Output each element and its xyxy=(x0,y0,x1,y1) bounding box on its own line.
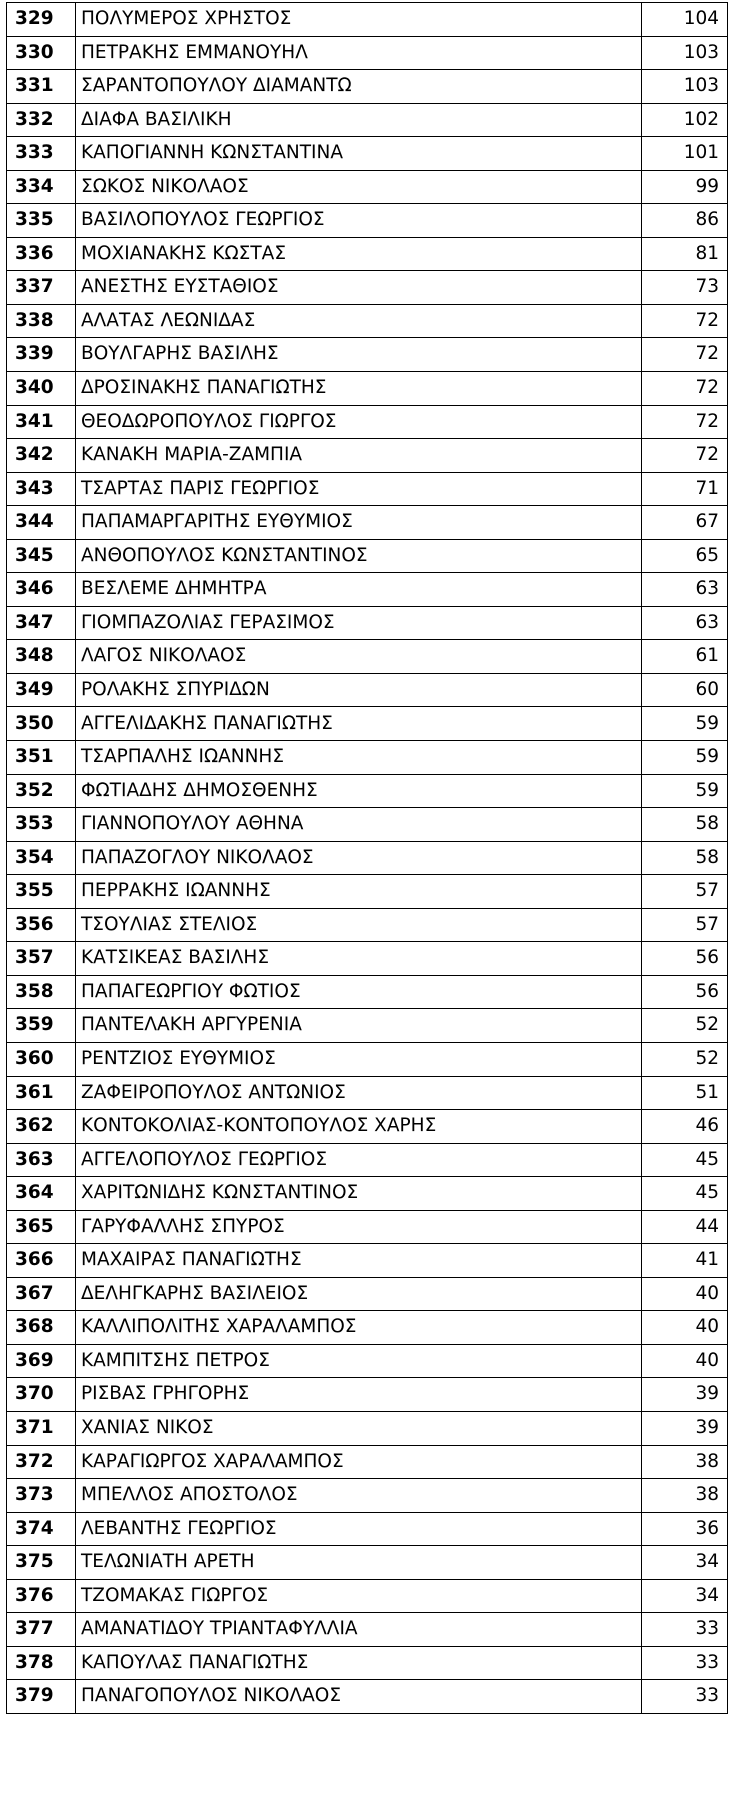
rank-number-cell: 367 xyxy=(7,1277,76,1311)
rank-number-cell: 372 xyxy=(7,1445,76,1479)
name-cell: ΤΣΑΡΤΑΣ ΠΑΡΙΣ ΓΕΩΡΓΙΟΣ xyxy=(76,472,642,506)
table-row xyxy=(7,573,728,607)
name-cell: ΦΩΤΙΑΔΗΣ ΔΗΜΟΣΘΕΝΗΣ xyxy=(76,774,642,808)
score-cell: 57 xyxy=(642,875,728,909)
table-row xyxy=(7,841,728,875)
name-cell: ΚΑΠΟΥΛΑΣ ΠΑΝΑΓΙΩΤΗΣ xyxy=(76,1646,642,1680)
name-cell: ΚΑΜΠΙΤΣΗΣ ΠΕΤΡΟΣ xyxy=(76,1344,642,1378)
rank-number-cell: 374 xyxy=(7,1512,76,1546)
name-cell: ΔΡΟΣΙΝΑΚΗΣ ΠΑΝΑΓΙΩΤΗΣ xyxy=(76,372,642,406)
table-row xyxy=(7,640,728,674)
name-cell: ΑΝΕΣΤΗΣ ΕΥΣΤΑΘΙΟΣ xyxy=(76,271,642,305)
name-cell: ΜΠΕΛΛΟΣ ΑΠΟΣΤΟΛΟΣ xyxy=(76,1479,642,1513)
name-cell: ΑΜΑΝΑΤΙΔΟΥ ΤΡΙΑΝΤΑΦΥΛΛΙΑ xyxy=(76,1613,642,1647)
name-cell: ΛΑΓΟΣ ΝΙΚΟΛΑΟΣ xyxy=(76,640,642,674)
name-cell: ΑΓΓΕΛΙΔΑΚΗΣ ΠΑΝΑΓΙΩΤΗΣ xyxy=(76,707,642,741)
rank-number-cell: 373 xyxy=(7,1479,76,1513)
table-row xyxy=(7,774,728,808)
table-row xyxy=(7,1378,728,1412)
table-row xyxy=(7,1579,728,1613)
score-cell: 65 xyxy=(642,539,728,573)
name-cell: ΧΑΝΙΑΣ ΝΙΚΟΣ xyxy=(76,1411,642,1445)
score-cell: 51 xyxy=(642,1076,728,1110)
name-cell: ΑΓΓΕΛΟΠΟΥΛΟΣ ΓΕΩΡΓΙΟΣ xyxy=(76,1143,642,1177)
score-cell: 59 xyxy=(642,774,728,808)
table-row xyxy=(7,1277,728,1311)
table-row xyxy=(7,3,728,37)
name-cell: ΠΑΠΑΓΕΩΡΓΙΟΥ ΦΩΤΙΟΣ xyxy=(76,975,642,1009)
name-cell: ΡΟΛΑΚΗΣ ΣΠΥΡΙΔΩΝ xyxy=(76,673,642,707)
name-cell: ΜΑΧΑΙΡΑΣ ΠΑΝΑΓΙΩΤΗΣ xyxy=(76,1244,642,1278)
score-cell: 102 xyxy=(642,103,728,137)
table-row xyxy=(7,1244,728,1278)
rank-number-cell: 353 xyxy=(7,808,76,842)
table-row xyxy=(7,304,728,338)
name-cell: ΔΙΑΦΑ ΒΑΣΙΛΙΚΗ xyxy=(76,103,642,137)
name-cell: ΡΙΣΒΑΣ ΓΡΗΓΟΡΗΣ xyxy=(76,1378,642,1412)
rank-number-cell: 344 xyxy=(7,506,76,540)
score-cell: 59 xyxy=(642,741,728,775)
table-row xyxy=(7,707,728,741)
rank-number-cell: 375 xyxy=(7,1546,76,1580)
rank-number-cell: 368 xyxy=(7,1311,76,1345)
table-row xyxy=(7,606,728,640)
name-cell: ΑΛΑΤΑΣ ΛΕΩΝΙΔΑΣ xyxy=(76,304,642,338)
table-row xyxy=(7,137,728,171)
table-row xyxy=(7,1143,728,1177)
score-cell: 40 xyxy=(642,1311,728,1345)
rank-number-cell: 335 xyxy=(7,204,76,238)
score-cell: 73 xyxy=(642,271,728,305)
score-cell: 33 xyxy=(642,1646,728,1680)
name-cell: ΤΖΟΜΑΚΑΣ ΓΙΩΡΓΟΣ xyxy=(76,1579,642,1613)
name-cell: ΔΕΛΗΓΚΑΡΗΣ ΒΑΣΙΛΕΙΟΣ xyxy=(76,1277,642,1311)
score-cell: 58 xyxy=(642,808,728,842)
rank-number-cell: 378 xyxy=(7,1646,76,1680)
score-cell: 81 xyxy=(642,237,728,271)
score-cell: 101 xyxy=(642,137,728,171)
score-cell: 40 xyxy=(642,1344,728,1378)
name-cell: ΠΑΝΑΓΟΠΟΥΛΟΣ ΝΙΚΟΛΑΟΣ xyxy=(76,1680,642,1714)
rank-number-cell: 357 xyxy=(7,942,76,976)
name-cell: ΘΕΟΔΩΡΟΠΟΥΛΟΣ ΓΙΩΡΓΟΣ xyxy=(76,405,642,439)
name-cell: ΧΑΡΙΤΩΝΙΔΗΣ ΚΩΝΣΤΑΝΤΙΝΟΣ xyxy=(76,1177,642,1211)
rank-number-cell: 330 xyxy=(7,36,76,70)
rank-number-cell: 352 xyxy=(7,774,76,808)
table-row xyxy=(7,1311,728,1345)
name-cell: ΠΑΝΤΕΛΑΚΗ ΑΡΓΥΡΕΝΙΑ xyxy=(76,1009,642,1043)
table-row xyxy=(7,1210,728,1244)
name-cell: ΓΙΑΝΝΟΠΟΥΛΟΥ ΑΘΗΝΑ xyxy=(76,808,642,842)
rank-number-cell: 371 xyxy=(7,1411,76,1445)
rank-number-cell: 339 xyxy=(7,338,76,372)
rank-number-cell: 334 xyxy=(7,170,76,204)
rank-number-cell: 356 xyxy=(7,908,76,942)
table-row xyxy=(7,908,728,942)
score-cell: 38 xyxy=(642,1479,728,1513)
score-cell: 103 xyxy=(642,36,728,70)
rank-number-cell: 358 xyxy=(7,975,76,1009)
name-cell: ΑΝΘΟΠΟΥΛΟΣ ΚΩΝΣΤΑΝΤΙΝΟΣ xyxy=(76,539,642,573)
score-cell: 72 xyxy=(642,372,728,406)
name-cell: ΒΟΥΛΓΑΡΗΣ ΒΑΣΙΛΗΣ xyxy=(76,338,642,372)
table-row xyxy=(7,1177,728,1211)
name-cell: ΠΑΠΑΜΑΡΓΑΡΙΤΗΣ ΕΥΘΥΜΙΟΣ xyxy=(76,506,642,540)
rank-number-cell: 376 xyxy=(7,1579,76,1613)
score-cell: 56 xyxy=(642,942,728,976)
score-cell: 59 xyxy=(642,707,728,741)
rank-number-cell: 336 xyxy=(7,237,76,271)
table-row xyxy=(7,439,728,473)
score-cell: 63 xyxy=(642,573,728,607)
rank-number-cell: 341 xyxy=(7,405,76,439)
table-row xyxy=(7,70,728,104)
rank-number-cell: 363 xyxy=(7,1143,76,1177)
table-row xyxy=(7,372,728,406)
score-cell: 45 xyxy=(642,1143,728,1177)
score-cell: 39 xyxy=(642,1411,728,1445)
name-cell: ΡΕΝΤΖΙΟΣ ΕΥΘΥΜΙΟΣ xyxy=(76,1042,642,1076)
name-cell: ΣΑΡΑΝΤΟΠΟΥΛΟΥ ΔΙΑΜΑΝΤΩ xyxy=(76,70,642,104)
score-cell: 38 xyxy=(642,1445,728,1479)
score-cell: 41 xyxy=(642,1244,728,1278)
name-cell: ΚΑΡΑΓΙΩΡΓΟΣ ΧΑΡΑΛΑΜΠΟΣ xyxy=(76,1445,642,1479)
table-row xyxy=(7,472,728,506)
name-cell: ΛΕΒΑΝΤΗΣ ΓΕΩΡΓΙΟΣ xyxy=(76,1512,642,1546)
rank-number-cell: 346 xyxy=(7,573,76,607)
table-row xyxy=(7,1042,728,1076)
score-cell: 34 xyxy=(642,1546,728,1580)
score-cell: 71 xyxy=(642,472,728,506)
rank-number-cell: 347 xyxy=(7,606,76,640)
table-row xyxy=(7,673,728,707)
name-cell: ΚΟΝΤΟΚΟΛΙΑΣ-ΚΟΝΤΟΠΟΥΛΟΣ ΧΑΡΗΣ xyxy=(76,1110,642,1144)
table-row xyxy=(7,271,728,305)
score-cell: 60 xyxy=(642,673,728,707)
rank-number-cell: 349 xyxy=(7,673,76,707)
rank-number-cell: 362 xyxy=(7,1110,76,1144)
score-cell: 67 xyxy=(642,506,728,540)
table-row xyxy=(7,1076,728,1110)
table-row xyxy=(7,506,728,540)
score-cell: 63 xyxy=(642,606,728,640)
score-cell: 34 xyxy=(642,1579,728,1613)
table-row xyxy=(7,36,728,70)
table-row xyxy=(7,539,728,573)
table-row xyxy=(7,808,728,842)
table-row xyxy=(7,103,728,137)
name-cell: ΠΟΛΥΜΕΡΟΣ ΧΡΗΣΤΟΣ xyxy=(76,3,642,37)
score-cell: 45 xyxy=(642,1177,728,1211)
rank-number-cell: 345 xyxy=(7,539,76,573)
rank-number-cell: 370 xyxy=(7,1378,76,1412)
name-cell: ΒΕΣΛΕΜΕ ΔΗΜΗΤΡΑ xyxy=(76,573,642,607)
name-cell: ΖΑΦΕΙΡΟΠΟΥΛΟΣ ΑΝΤΩΝΙΟΣ xyxy=(76,1076,642,1110)
score-cell: 72 xyxy=(642,304,728,338)
name-cell: ΤΣΟΥΛΙΑΣ ΣΤΕΛΙΟΣ xyxy=(76,908,642,942)
table-row xyxy=(7,1512,728,1546)
name-cell: ΤΕΛΩΝΙΑΤΗ ΑΡΕΤΗ xyxy=(76,1546,642,1580)
rank-number-cell: 351 xyxy=(7,741,76,775)
rank-number-cell: 359 xyxy=(7,1009,76,1043)
name-cell: ΜΟΧΙΑΝΑΚΗΣ ΚΩΣΤΑΣ xyxy=(76,237,642,271)
table-row xyxy=(7,875,728,909)
score-cell: 61 xyxy=(642,640,728,674)
rank-number-cell: 331 xyxy=(7,70,76,104)
table-row xyxy=(7,1009,728,1043)
rank-number-cell: 333 xyxy=(7,137,76,171)
rank-number-cell: 354 xyxy=(7,841,76,875)
name-cell: ΚΑΤΣΙΚΕΑΣ ΒΑΣΙΛΗΣ xyxy=(76,942,642,976)
rank-number-cell: 364 xyxy=(7,1177,76,1211)
score-cell: 72 xyxy=(642,439,728,473)
rank-number-cell: 338 xyxy=(7,304,76,338)
ranking-table-body xyxy=(7,3,728,1714)
table-row xyxy=(7,1344,728,1378)
table-row xyxy=(7,237,728,271)
score-cell: 57 xyxy=(642,908,728,942)
score-cell: 99 xyxy=(642,170,728,204)
score-cell: 86 xyxy=(642,204,728,238)
score-cell: 39 xyxy=(642,1378,728,1412)
name-cell: ΚΑΝΑΚΗ ΜΑΡΙΑ-ΖΑΜΠΙΑ xyxy=(76,439,642,473)
rank-number-cell: 369 xyxy=(7,1344,76,1378)
name-cell: ΓΑΡΥΦΑΛΛΗΣ ΣΠΥΡΟΣ xyxy=(76,1210,642,1244)
score-cell: 58 xyxy=(642,841,728,875)
rank-number-cell: 348 xyxy=(7,640,76,674)
score-cell: 46 xyxy=(642,1110,728,1144)
rank-number-cell: 361 xyxy=(7,1076,76,1110)
rank-number-cell: 332 xyxy=(7,103,76,137)
name-cell: ΠΕΡΡΑΚΗΣ ΙΩΑΝΝΗΣ xyxy=(76,875,642,909)
rank-number-cell: 365 xyxy=(7,1210,76,1244)
table-row xyxy=(7,1110,728,1144)
score-cell: 33 xyxy=(642,1680,728,1714)
table-row xyxy=(7,1613,728,1647)
rank-number-cell: 355 xyxy=(7,875,76,909)
score-cell: 52 xyxy=(642,1009,728,1043)
score-cell: 33 xyxy=(642,1613,728,1647)
score-cell: 72 xyxy=(642,405,728,439)
score-cell: 104 xyxy=(642,3,728,37)
rank-number-cell: 366 xyxy=(7,1244,76,1278)
name-cell: ΣΩΚΟΣ ΝΙΚΟΛΑΟΣ xyxy=(76,170,642,204)
score-cell: 40 xyxy=(642,1277,728,1311)
score-cell: 52 xyxy=(642,1042,728,1076)
rank-number-cell: 377 xyxy=(7,1613,76,1647)
table-row xyxy=(7,942,728,976)
rank-number-cell: 350 xyxy=(7,707,76,741)
table-row xyxy=(7,1445,728,1479)
rank-number-cell: 329 xyxy=(7,3,76,37)
table-row xyxy=(7,975,728,1009)
table-row xyxy=(7,1680,728,1714)
name-cell: ΠΑΠΑΖΟΓΛΟΥ ΝΙΚΟΛΑΟΣ xyxy=(76,841,642,875)
rank-number-cell: 342 xyxy=(7,439,76,473)
table-row xyxy=(7,338,728,372)
rank-number-cell: 337 xyxy=(7,271,76,305)
name-cell: ΠΕΤΡΑΚΗΣ ΕΜΜΑΝΟΥΗΛ xyxy=(76,36,642,70)
rank-number-cell: 343 xyxy=(7,472,76,506)
table-row xyxy=(7,741,728,775)
table-row xyxy=(7,170,728,204)
name-cell: ΚΑΠΟΓΙΑΝΝΗ ΚΩΝΣΤΑΝΤΙΝΑ xyxy=(76,137,642,171)
table-row xyxy=(7,405,728,439)
score-cell: 56 xyxy=(642,975,728,1009)
name-cell: ΓΙΟΜΠΑΖΟΛΙΑΣ ΓΕΡΑΣΙΜΟΣ xyxy=(76,606,642,640)
table-row xyxy=(7,1646,728,1680)
score-cell: 72 xyxy=(642,338,728,372)
table-row xyxy=(7,1546,728,1580)
table-row xyxy=(7,1411,728,1445)
score-cell: 36 xyxy=(642,1512,728,1546)
name-cell: ΤΣΑΡΠΑΛΗΣ ΙΩΑΝΝΗΣ xyxy=(76,741,642,775)
score-cell: 103 xyxy=(642,70,728,104)
ranking-table xyxy=(6,2,728,1714)
score-cell: 44 xyxy=(642,1210,728,1244)
table-row xyxy=(7,1479,728,1513)
name-cell: ΒΑΣΙΛΟΠΟΥΛΟΣ ΓΕΩΡΓΙΟΣ xyxy=(76,204,642,238)
rank-number-cell: 379 xyxy=(7,1680,76,1714)
name-cell: ΚΑΛΛΙΠΟΛΙΤΗΣ ΧΑΡΑΛΑΜΠΟΣ xyxy=(76,1311,642,1345)
rank-number-cell: 360 xyxy=(7,1042,76,1076)
table-row xyxy=(7,204,728,238)
rank-number-cell: 340 xyxy=(7,372,76,406)
